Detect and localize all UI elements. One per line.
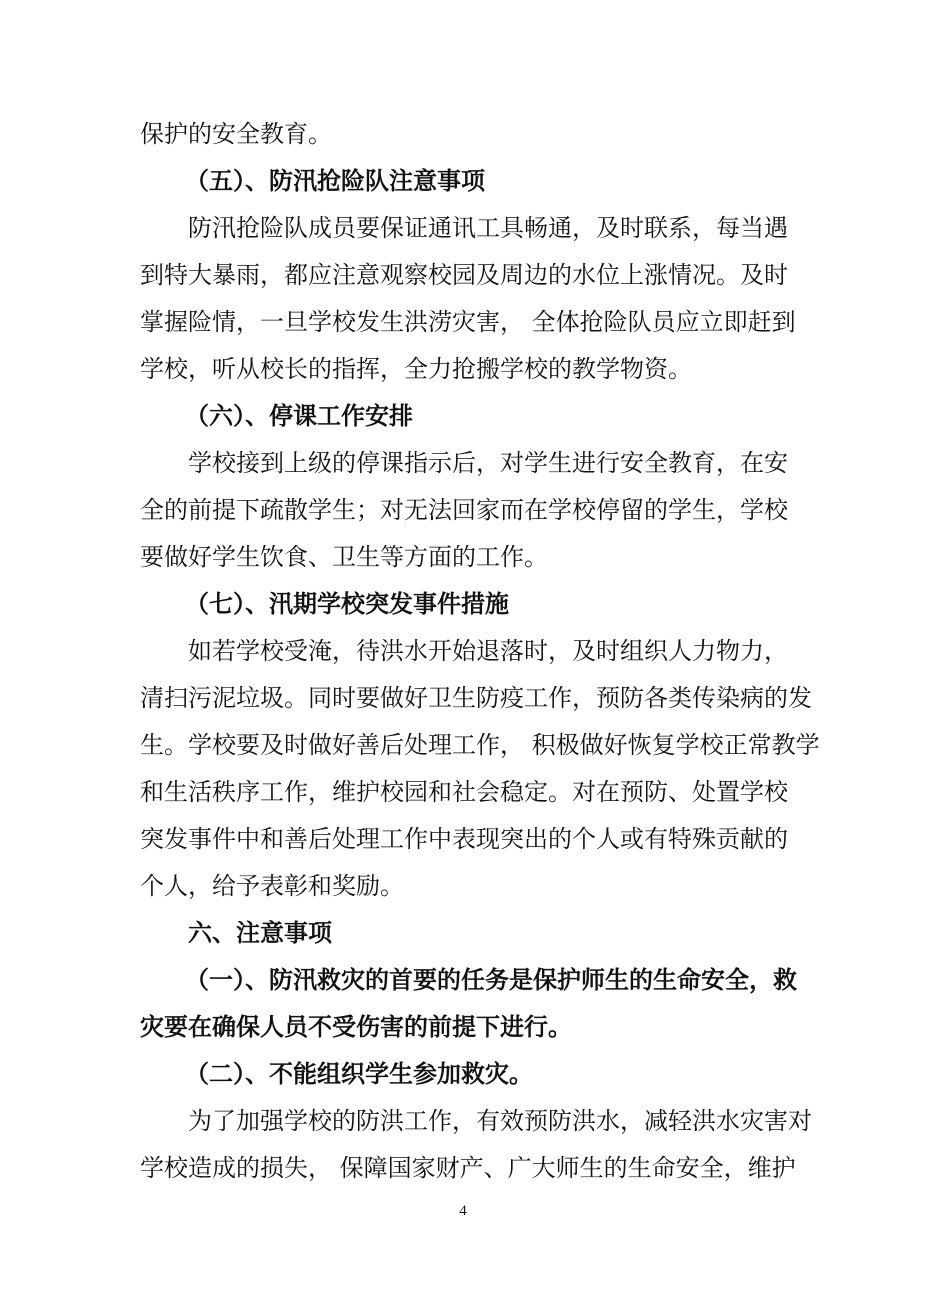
paragraph-line: 个人，给予表彰和奖励。 [140,872,404,900]
section-heading-5: （五）、防汛抢险队注意事项 [185,167,485,195]
page-number: 4 [459,1203,467,1219]
paragraph-line: 要做好学生饮食、卫生等方面的工作。 [140,543,548,571]
section-heading-6: （六）、停课工作安排 [185,402,413,430]
paragraph-line: 为了加强学校的防洪工作，有效预防洪水，减轻洪水灾害对 [188,1107,812,1135]
paragraph-line: 学校，听从校长的指挥，全力抢搬学校的教学物资。 [140,355,692,383]
paragraph-line: 如若学校受淹，待洪水开始退落时，及时组织人力物力， [188,637,788,665]
paragraph-line: 掌握险情，一旦学校发生洪涝灾害， 全体抢险队员应立即赶到 [140,308,796,336]
paragraph-line: 生。学校要及时做好善后处理工作， 积极做好恢复学校正常教学 [140,731,820,759]
paragraph-line: 清扫污泥垃圾。同时要做好卫生防疫工作，预防各类传染病的发 [140,684,812,712]
paragraph-line: 学校接到上级的停课指示后，对学生进行安全教育，在安 [188,449,788,477]
paragraph-line: 防汛抢险队成员要保证通讯工具畅通，及时联系，每当遇 [188,214,788,242]
section-heading-7: （七）、汛期学校突发事件措施 [185,590,509,618]
notice-item-1-cont: 灾要在确保人员不受伤害的前提下进行。 [140,1013,572,1041]
notice-item-2: （二）、不能组织学生参加救灾。 [185,1060,533,1088]
paragraph-line: 学校造成的损失， 保障国家财产、广大师生的生命安全，维护 [140,1154,796,1182]
paragraph-line: 和生活秩序工作，维护校园和社会稳定。对在预防、处置学校 [140,778,788,806]
paragraph-line: 突发事件中和善后处理工作中表现突出的个人或有特殊贡献的 [140,825,788,853]
paragraph-line: 全的前提下疏散学生；对无法回家而在学校停留的学生，学校 [140,496,788,524]
chapter-heading: 六、注意事项 [188,919,332,947]
notice-item-1: （一）、防汛救灾的首要的任务是保护师生的生命安全，救 [185,966,797,994]
paragraph-line: 保护的安全教育。 [140,120,332,148]
paragraph-line: 到特大暴雨，都应注意观察校园及周边的水位上涨情况。及时 [140,261,788,289]
